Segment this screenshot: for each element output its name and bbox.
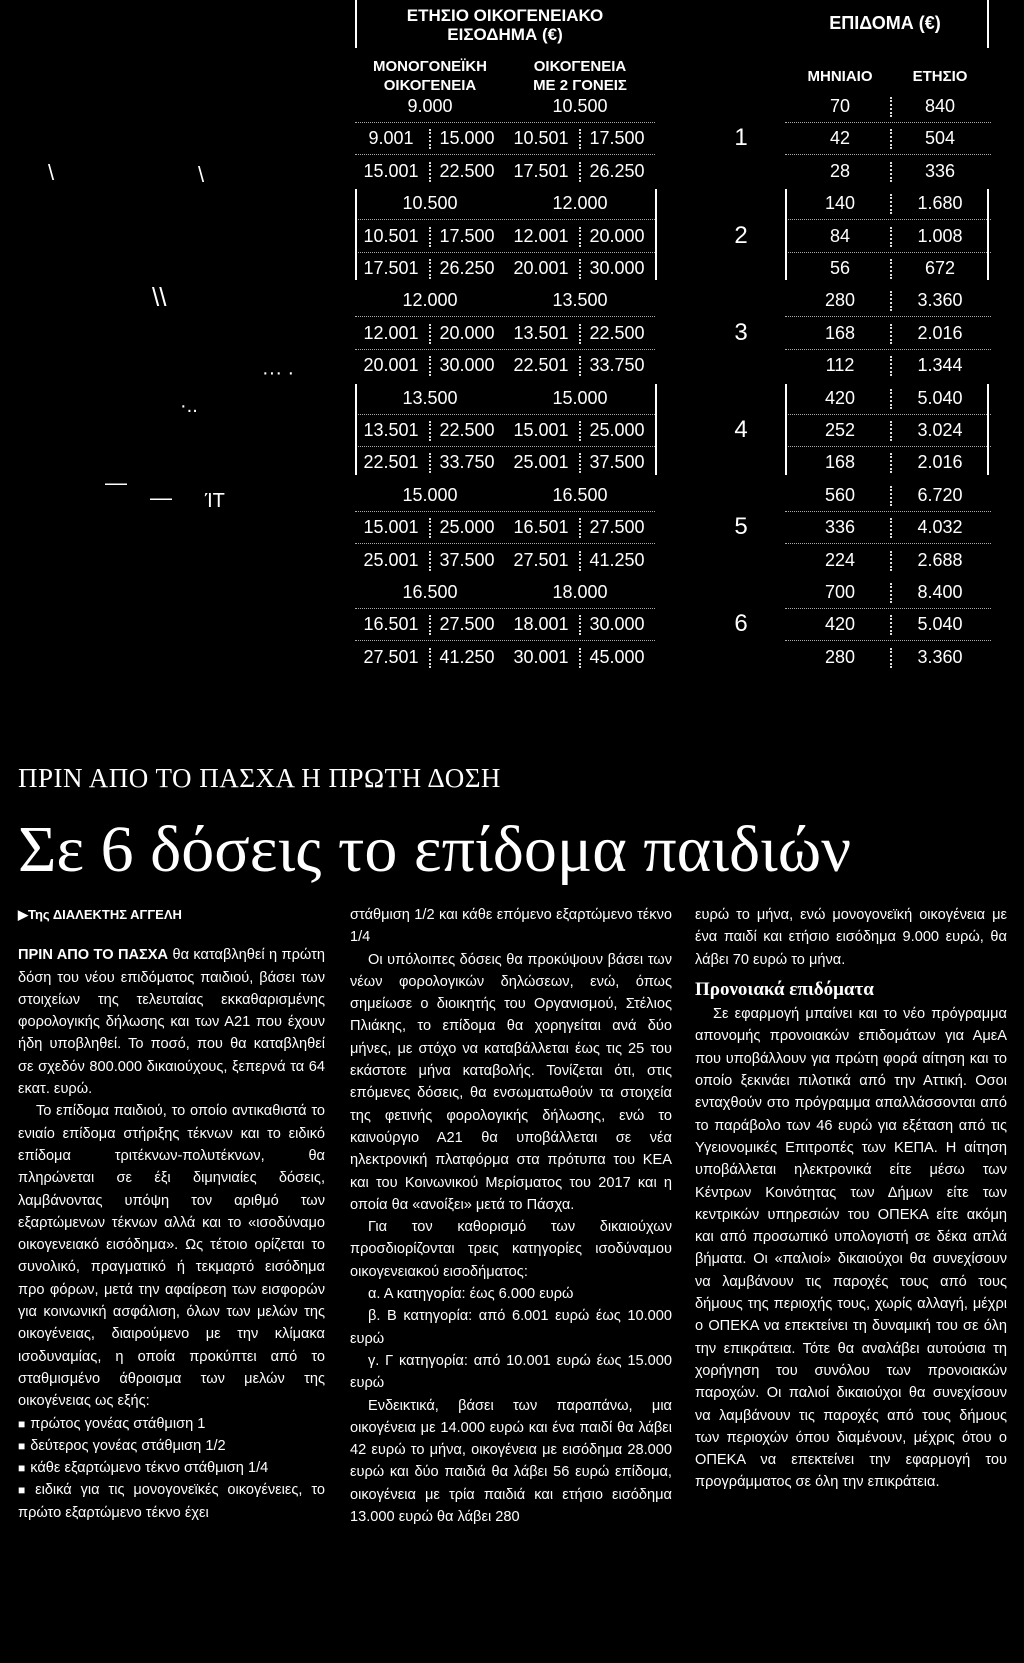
table-cell: 6.720: [917, 484, 963, 505]
amount-separator: [890, 551, 892, 571]
table-cell: 16.500: [402, 582, 458, 602]
byline-prefix: Της: [28, 907, 50, 922]
table-cell: 12.000: [402, 290, 458, 311]
paragraph: Σε εφαρμογή μπαίνει και το νέο πρόγραμμα απονομής προνοιακών επιδομάτων για ΑμεΑ που υποβάλλουν για πρώτη φορά αίτηση και το οποίο ξεκινάει πιλοτικά από την Αττική. Οσοι ενταχθούν στο πρόγραμμα απαλλάσσονται από το παράβολο των 46 ευρώ για εξέταση από τις Υγειονομικές Επιτροπές των ΚΕΠΑ. Η αίτηση υποβάλλεται ηλεκτρονικά είτε μέσω των Κέντρων Κοινότητας των Δήμων είτε των κεντρικών υπηρεσιών του ΟΠΕΚΑ είτε ακόμη και από προσωπικό υπολογιστή σε δέκα απλά βήματα. Οι «παλιοί» δικαιούχοι θα συνεχίσουν να λαμβάνουν τις παροχές τους από τους δήμους της περιοχής τους, χωρίς αλλαγή, μέχρι ο ΟΠΕΚΑ να επεκτείνει τη δυναμική του σε όλη την επικράτεια. Τότε θα αναλάβει αυτούσια τη χορήγηση του συνόλου των προνοιακών παροχών. Οι παλιοί δικαιούχοι θα συνεχίσουν να λαμβάνουν τις παροχές από τους δήμους των περιοχών όπου διαμένουν, μέχρις ότου ο ΟΠΕΚΑ να επεκτείνει την εφαρμογή του προγράμματος σε όλη την επικράτεια.: [695, 1006, 1007, 1491]
category-item: γ. Γ κατηγορία: από 10.001 ευρώ έως 15.000 ευρώ: [350, 1352, 672, 1392]
table-cell: 168: [824, 322, 856, 343]
amount-separator: [890, 518, 892, 538]
table-cell: 28: [829, 160, 851, 181]
table-cell: 12.000: [552, 193, 608, 214]
range-separator: [429, 551, 431, 571]
table-cell: 16.501: [513, 517, 569, 538]
table-cell: 17.500: [439, 225, 495, 246]
table-row: [355, 220, 991, 254]
table-row: [355, 382, 991, 416]
bullet-item: ■ κάθε εξαρτώμενο τέκνο στάθμιση 1/4: [18, 1457, 325, 1479]
table-cell: 140: [824, 193, 856, 214]
table-frame-line: [987, 0, 989, 48]
table-cell: 280: [824, 646, 856, 667]
table-cell: 27.500: [439, 614, 495, 635]
table-cell: 22.500: [439, 160, 495, 181]
table-cell: 2.016: [917, 452, 963, 473]
category-item: α. Α κατηγορία: έως 6.000 ευρώ: [368, 1286, 574, 1303]
range-separator: [579, 129, 581, 149]
table-cell: 336: [924, 160, 956, 181]
single-parent-header-line2: ΟΙΚΟΓΕΝΕΙΑ: [383, 77, 477, 94]
range-separator: [429, 162, 431, 182]
paragraph: Το επίδομα παιδιού, το οποίο αντικαθιστά το ενιαίο επίδομα στήριξης τέκνων και το ειδικό επίδομα τριτέκνων-πολυτέκνων, θα πληρώνεται σε έξι διμηνιαίες δόσεις, λαμβάνοντας υπόψη τον αριθμό των εξαρτώμενων τέκνων αλλά και το «ισοδύναμο οικογενειακό εισόδημα». Ως τέτοιο ορίζεται το συνολικό, πραγματικό ή τεκμαρτό εισόδημα προ φόρων, μετά την αφαίρεση των εισφορών για κοινωνική ασφάλιση, όλων των μελών της οικογένειας, διαιρούμενο με την κλίμακα ισοδυναμίας, η οποία προκύπτει από το σταθμισμένο άθροισμα των μελών της οικογένειας ως εξής:: [18, 1103, 325, 1410]
table-cell: 10.500: [552, 96, 608, 116]
two-parent-header-line1: ΟΙΚΟΓΕΝΕΙΑ: [533, 58, 627, 75]
table-cell: 672: [924, 258, 956, 278]
table-cell: 30.000: [589, 614, 645, 635]
group-frame-line: [987, 189, 989, 280]
table-cell: 3.360: [917, 646, 963, 667]
scan-noise: —: [150, 485, 172, 510]
table-cell: 33.750: [439, 452, 495, 473]
table-cell: 22.500: [439, 420, 495, 440]
table-cell: 15.001: [363, 160, 419, 181]
group-frame-line: [987, 384, 989, 475]
group-frame-line: [785, 189, 787, 280]
table-cell: 15.000: [439, 128, 495, 149]
paragraph: Οι υπόλοιπες δόσεις θα προκύψουν βάσει των νέων φορολογικών δηλώσεων, ενώ, όπως σημείωσε ο διοικητής του Οργανισμού, Στέλιος Πλιάκης, το επίδομα θα χορηγείται ανά δύο μήνες, με στόχο να καταβάλλεται έως τις 25 του εκάστοτε μήνα καταβολής. Τονίζεται ότι, στις επόμενες δόσεις, θα ενσωματωθούν τα στοιχεία της φετινής φορολογικής δήλωσης, ενώ το καινούργιο Α21 θα υποβάλλεται σε νέα ηλεκτρονική πλατφόρμα στα πρότυπα του ΚΕΑ και του Κοινωνικού Μερίσματος του 2017 και η οποία θα «ανοίξει» μετά το Πάσχα.: [350, 951, 672, 1213]
byline: ▶Της ΔΙΑΛΕΚΤΗΣ ΑΓΓΕΛΗ: [18, 907, 182, 922]
table-row: [355, 641, 991, 675]
table-cell: 5.040: [917, 387, 963, 408]
article-column-1: [18, 904, 325, 1524]
scan-noise: \\: [152, 282, 167, 312]
table-cell: 8.400: [917, 582, 963, 602]
amount-separator: [890, 291, 892, 311]
amount-separator: [890, 129, 892, 149]
table-cell: 1.680: [917, 193, 963, 214]
table-cell: 18.000: [552, 582, 608, 602]
table-cell: 27.501: [363, 646, 419, 667]
lead-paragraph: [18, 944, 325, 1100]
table-cell: 13.501: [513, 322, 569, 343]
table-cell: 25.001: [513, 452, 569, 473]
table-cell: 420: [824, 614, 856, 635]
table-cell: 15.000: [552, 387, 608, 408]
table-cell: 30.000: [439, 355, 495, 376]
range-separator: [579, 453, 581, 473]
table-frame-line: [355, 0, 357, 48]
lead-bold: ΠΡΙΝ ΑΠΟ ΤΟ ΠΑΣΧΑ: [18, 947, 169, 964]
scan-noise: ··· ·: [262, 362, 295, 384]
table-row: [355, 544, 991, 578]
amount-separator: [890, 583, 892, 603]
table-cell: 560: [824, 484, 856, 505]
scan-noise: —: [105, 470, 127, 495]
subheading: Προνοιακά επιδόματα: [695, 978, 874, 1000]
table-cell: 3.360: [917, 290, 963, 311]
table-cell: 70: [829, 96, 851, 116]
article-column-2: [350, 904, 672, 1528]
bullet-item: ■ δεύτερος γονέας στάθμιση 1/2: [18, 1435, 325, 1457]
table-cell: 10.500: [402, 193, 458, 214]
table-cell: 37.500: [589, 452, 645, 473]
scan-noise: \: [198, 162, 205, 187]
table-cell: 30.000: [589, 258, 645, 278]
range-separator: [429, 259, 431, 279]
table-row: [355, 317, 991, 351]
table-cell: 33.750: [589, 355, 645, 376]
table-cell: 2.016: [917, 322, 963, 343]
group-frame-line: [355, 384, 357, 475]
table-cell: 280: [824, 290, 856, 311]
table-cell: 20.001: [363, 355, 419, 376]
table-cell: 20.001: [513, 258, 569, 278]
byline-name: ΔΙΑΛΕΚΤΗΣ ΑΓΓΕΛΗ: [52, 907, 182, 922]
paragraph: Για τον καθορισμό των δικαιούχων προσδιορίζονται τρεις κατηγορίες ισοδύναμου οικογενειακού εισοδήματος:: [350, 1219, 672, 1280]
table-cell: 41.250: [439, 646, 495, 667]
table-cell: 41.250: [589, 549, 645, 570]
paragraph: ευρώ το μήνα, ενώ μονογονεϊκή οικογένεια με ένα παιδί και ετήσιο εισόδημα 9.000 ευρώ, θα λάβει 70 ευρώ το μήνα.: [695, 907, 1007, 968]
table-cell: 12.001: [363, 322, 419, 343]
table-row: [355, 187, 991, 221]
two-parent-header-line2: ΜΕ 2 ΓΟΝΕΙΣ: [533, 77, 627, 94]
table-cell: 4.032: [917, 517, 963, 538]
amount-separator: [890, 227, 892, 247]
amount-separator: [890, 389, 892, 409]
table-cell: 22.501: [513, 355, 569, 376]
range-separator: [579, 551, 581, 571]
table-row: [355, 90, 991, 124]
scan-noise: ΊΤ: [205, 490, 225, 512]
range-separator: [429, 615, 431, 635]
table-cell: 2.688: [917, 549, 963, 570]
monthly-header: ΜΗΝΙΑΙΟ: [807, 68, 873, 85]
table-cell: 9.000: [407, 96, 453, 116]
table-cell: 84: [829, 225, 851, 246]
range-separator: [429, 356, 431, 376]
group-frame-line: [355, 189, 357, 280]
range-separator: [579, 518, 581, 538]
article-column-3: [695, 904, 1007, 1494]
table-cell: 13.500: [552, 290, 608, 311]
range-separator: [429, 324, 431, 344]
table-cell: 17.500: [589, 128, 645, 149]
table-cell: 504: [924, 128, 956, 149]
range-separator: [579, 324, 581, 344]
amount-separator: [890, 97, 892, 117]
table-cell: 26.250: [439, 258, 495, 278]
children-count: 3: [734, 318, 748, 346]
table-cell: 25.000: [439, 517, 495, 538]
table-cell: 27.500: [589, 517, 645, 538]
range-separator: [429, 227, 431, 247]
range-separator: [429, 453, 431, 473]
paragraph: Ενδεικτικά, βάσει των παραπάνω, μια οικογένεια με 14.000 ευρώ και ένα παιδί θα λάβει 42 ευρώ το μήνα, οικογένεια με εισόδημα 28.000 ευρώ και δύο παιδιά θα λάβει 56 ευρώ επίδομα, οικογένεια με τρία παιδιά και ετήσιο εισόδημα 13.000 ευρώ θα λάβει 280: [350, 1397, 672, 1526]
table-cell: 37.500: [439, 549, 495, 570]
table-cell: 12.001: [513, 225, 569, 246]
kicker: ΠΡΙΝ ΑΠΟ ΤΟ ΠΑΣΧΑ Η ΠΡΩΤΗ ΔΟΣΗ: [18, 763, 501, 793]
table-cell: 840: [924, 96, 956, 116]
table-cell: 22.501: [363, 452, 419, 473]
table-cell: 700: [824, 582, 856, 602]
table-row: [355, 349, 991, 383]
table-cell: 420: [824, 387, 856, 408]
table-row: [355, 479, 991, 513]
range-separator: [429, 421, 431, 441]
table-cell: 5.040: [917, 614, 963, 635]
range-separator: [579, 356, 581, 376]
table-cell: 1.008: [917, 225, 963, 246]
children-count: 4: [734, 416, 748, 443]
amount-separator: [890, 259, 892, 279]
single-parent-header-line1: ΜΟΝΟΓΟΝΕΪΚΗ: [372, 58, 488, 75]
children-count: 1: [734, 124, 748, 152]
table-cell: 168: [824, 452, 856, 473]
table-cell: 15.001: [513, 420, 569, 440]
table-row: [355, 608, 991, 642]
table-row: [355, 511, 991, 545]
table-cell: 16.500: [552, 484, 608, 505]
table-cell: 10.501: [513, 128, 569, 149]
table-cell: 252: [824, 420, 856, 440]
table-cell: 20.000: [589, 225, 645, 246]
table-cell: 1.344: [917, 355, 963, 376]
bullet-item: ■ ειδικά για τις μονογονεϊκές οικογένειες, το πρώτο εξαρτώμενο τέκνο έχει: [18, 1479, 325, 1524]
table-cell: 26.250: [589, 160, 645, 181]
table-cell: 17.501: [513, 160, 569, 181]
table-cell: 25.001: [363, 549, 419, 570]
amount-separator: [890, 648, 892, 668]
bullet-item: ■ πρώτος γονέας στάθμιση 1: [18, 1413, 325, 1435]
table-row: [355, 284, 991, 318]
table-cell: 16.501: [363, 614, 419, 635]
range-separator: [579, 162, 581, 182]
amount-separator: [890, 356, 892, 376]
headline: Σε 6 δόσεις το επίδομα παιδιών: [18, 813, 852, 886]
children-count: 2: [734, 221, 748, 249]
table-row: [355, 446, 991, 480]
category-item: β. Β κατηγορία: από 6.001 ευρώ έως 10.000 ευρώ: [350, 1308, 672, 1347]
table-cell: 25.000: [589, 420, 645, 440]
table-row: [355, 252, 991, 286]
amount-separator: [890, 194, 892, 214]
group-frame-line: [655, 384, 657, 475]
range-separator: [429, 648, 431, 668]
table-cell: 13.500: [402, 387, 458, 408]
amount-separator: [890, 421, 892, 441]
amount-separator: [890, 324, 892, 344]
range-separator: [429, 129, 431, 149]
income-header-line2: ΕΙΣΟΔΗΜΑ (€): [447, 25, 563, 44]
amount-separator: [890, 486, 892, 506]
table-cell: 336: [824, 517, 856, 538]
table-cell: 18.001: [513, 614, 569, 635]
children-count: 5: [734, 513, 748, 541]
table-row: [355, 576, 991, 610]
table-cell: 9.001: [368, 128, 414, 149]
scan-noise: \: [48, 160, 55, 185]
table-row: [355, 414, 991, 448]
range-separator: [429, 518, 431, 538]
amount-separator: [890, 453, 892, 473]
scan-noise: ·..: [180, 395, 198, 417]
table-cell: 27.501: [513, 549, 569, 570]
benefit-header: ΕΠΙΔΟΜΑ (€): [829, 13, 941, 33]
table-cell: 42: [829, 128, 851, 149]
table-cell: 22.500: [589, 322, 645, 343]
income-header: [360, 6, 650, 44]
table-cell: 224: [824, 549, 856, 570]
table-row: [355, 155, 991, 189]
range-separator: [579, 227, 581, 247]
table-cell: 10.501: [363, 225, 419, 246]
group-frame-line: [655, 189, 657, 280]
table-cell: 30.001: [513, 646, 569, 667]
range-separator: [579, 648, 581, 668]
table-cell: 17.501: [363, 258, 419, 278]
children-count: 6: [734, 610, 748, 638]
table-cell: 3.024: [917, 420, 963, 440]
range-separator: [579, 615, 581, 635]
group-frame-line: [785, 384, 787, 475]
paragraph: στάθμιση 1/2 και κάθε επόμενο εξαρτώμενο τέκνο 1/4: [350, 907, 672, 946]
table-row: [355, 122, 991, 156]
table-cell: 45.000: [589, 646, 645, 667]
annual-header: ΕΤΗΣΙΟ: [912, 68, 968, 85]
lead-text: θα καταβληθεί η πρώτη δόση του νέου επιδόματος παιδιού, βάσει των στοιχείων της τελευταίας εκκαθαρισμένης φορολογικής δήλωσης και των Α21 που έχουν ήδη υποβληθεί. Το ποσό, που θα καταβληθεί σε σχεδόν 800.000 δικαιούχους, ξεπερνά τα 64 εκατ. ευρώ.: [18, 947, 325, 1098]
amount-separator: [890, 162, 892, 182]
table-cell: 15.001: [363, 517, 419, 538]
range-separator: [579, 259, 581, 279]
range-separator: [579, 421, 581, 441]
table-cell: 56: [829, 258, 851, 278]
table-cell: 15.000: [402, 484, 458, 505]
income-header-line1: ΕΤΗΣΙΟ ΟΙΚΟΓΕΝΕΙΑΚΟ: [406, 6, 604, 25]
table-cell: 20.000: [439, 322, 495, 343]
table-cell: 112: [825, 355, 855, 376]
table-cell: 13.501: [363, 420, 419, 440]
amount-separator: [890, 615, 892, 635]
